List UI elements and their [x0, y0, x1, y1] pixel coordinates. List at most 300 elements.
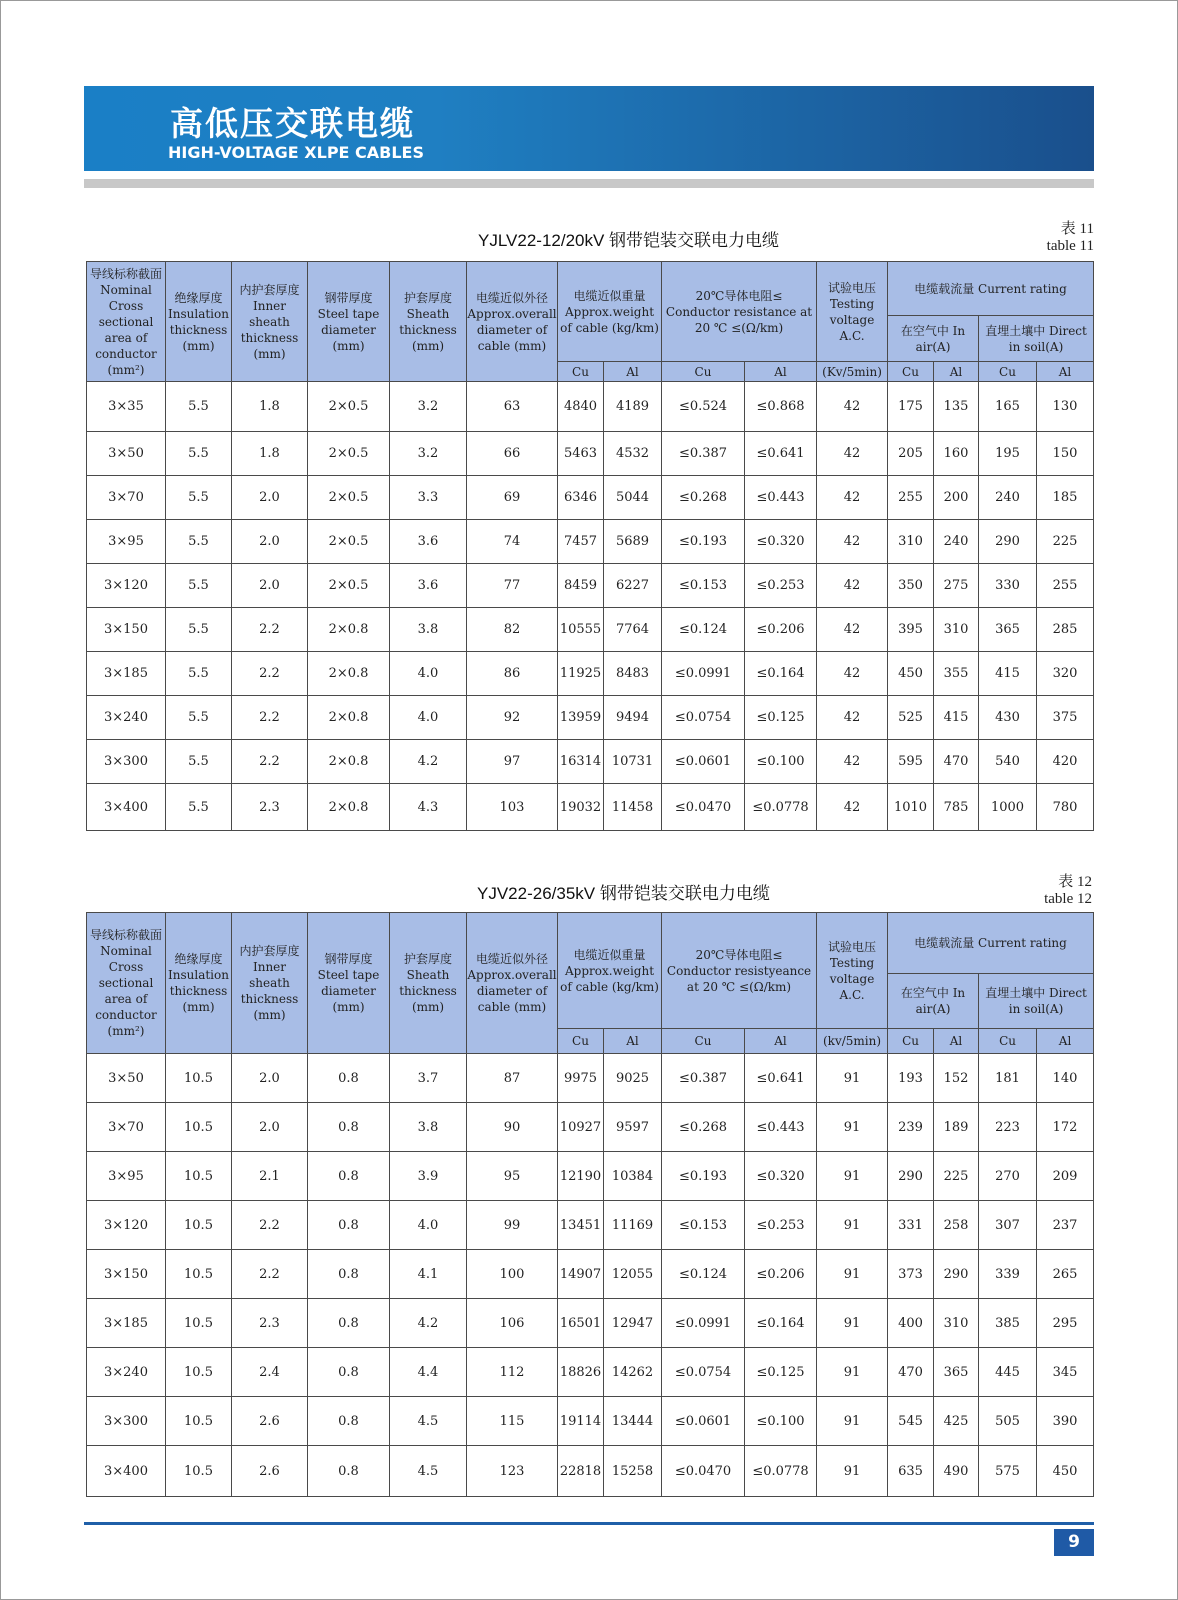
table-row — [87, 1348, 1094, 1397]
table-cell: ≤0.0754 — [662, 1348, 745, 1397]
table-cell: 5.5 — [166, 432, 232, 476]
table-cell: 22818 — [558, 1446, 604, 1497]
table-cell: 2×0.5 — [308, 564, 390, 608]
table-cell: 150 — [1037, 432, 1094, 476]
table-cell: 2.1 — [232, 1152, 308, 1201]
table-cell: 12947 — [604, 1299, 662, 1348]
cable-table-11 — [86, 261, 1094, 831]
table-cell: 97 — [467, 740, 558, 784]
table-cell: ≤0.0991 — [662, 1299, 745, 1348]
table-cell: 2.0 — [232, 520, 308, 564]
table-cell: 172 — [1037, 1103, 1094, 1152]
table-cell: 42 — [817, 432, 888, 476]
table-cell: 10927 — [558, 1103, 604, 1152]
table-cell: 18826 — [558, 1348, 604, 1397]
table-cell: 430 — [979, 696, 1037, 740]
table-cell: 595 — [888, 740, 934, 784]
header-weight-cu: Cu — [558, 1029, 604, 1054]
table-cell: 450 — [1037, 1446, 1094, 1497]
table-cell: ≤0.320 — [745, 520, 817, 564]
table-cell: ≤0.0601 — [662, 1397, 745, 1446]
table-cell: 11925 — [558, 652, 604, 696]
table-cell: ≤0.0991 — [662, 652, 745, 696]
table-row — [87, 784, 1094, 831]
table-cell: 87 — [467, 1054, 558, 1103]
table-cell: ≤0.206 — [745, 1250, 817, 1299]
table-cell: 0.8 — [308, 1152, 390, 1201]
header-cross-section: 导线标称截面 Nominal Cross sectional area of conductor (mm²) — [87, 913, 166, 1054]
table-cell: 350 — [888, 564, 934, 608]
table-cell: 3×120 — [87, 564, 166, 608]
table-cell: 19032 — [558, 784, 604, 831]
table-cell: 3×120 — [87, 1201, 166, 1250]
header-inner-sheath: 内护套厚度 Inner sheath thickness (mm) — [232, 913, 308, 1054]
table-cell: 175 — [888, 382, 934, 432]
table-cell: 42 — [817, 608, 888, 652]
table-cell: 2×0.8 — [308, 608, 390, 652]
table-cell: 330 — [979, 564, 1037, 608]
table-cell: 4532 — [604, 432, 662, 476]
table-cell: 5.5 — [166, 520, 232, 564]
table-cell: 3×150 — [87, 608, 166, 652]
table-row — [87, 1103, 1094, 1152]
table-row — [87, 1446, 1094, 1497]
table-cell: 1.8 — [232, 432, 308, 476]
table-cell: 14907 — [558, 1250, 604, 1299]
table-row — [87, 432, 1094, 476]
table-cell: 12190 — [558, 1152, 604, 1201]
table-cell: 223 — [979, 1103, 1037, 1152]
header-inner-sheath: 内护套厚度 Inner sheath thickness (mm) — [232, 262, 308, 382]
table-cell: 99 — [467, 1201, 558, 1250]
table-11-number-en: table 11 — [1046, 238, 1094, 254]
table-cell: 310 — [934, 608, 979, 652]
table-11-caption: YJLV22-12/20kV 钢带铠装交联电力电缆 — [478, 231, 780, 250]
table-cell: 5044 — [604, 476, 662, 520]
table-cell: 5.5 — [166, 652, 232, 696]
table-cell: 3×300 — [87, 740, 166, 784]
header-air-cu: Cu — [888, 362, 934, 382]
table-cell: 42 — [817, 740, 888, 784]
table-cell: 10.5 — [166, 1103, 232, 1152]
table-cell: 10.5 — [166, 1348, 232, 1397]
table-cell: 0.8 — [308, 1446, 390, 1497]
header-air-al: Al — [934, 362, 979, 382]
table-cell: 2.3 — [232, 1299, 308, 1348]
page-title: 高低压交联电缆 — [170, 104, 415, 143]
table-cell: 339 — [979, 1250, 1037, 1299]
table-cell: 5.5 — [166, 740, 232, 784]
table-cell: 112 — [467, 1348, 558, 1397]
table-cell: 10555 — [558, 608, 604, 652]
table-cell: 780 — [1037, 784, 1094, 831]
table-cell: 42 — [817, 784, 888, 831]
table-cell: 152 — [934, 1054, 979, 1103]
table-cell: ≤0.443 — [745, 1103, 817, 1152]
table-cell: 415 — [979, 652, 1037, 696]
table-cell: 0.8 — [308, 1397, 390, 1446]
header-weight-al: Al — [604, 362, 662, 382]
table-cell: 2.2 — [232, 652, 308, 696]
table-cell: 290 — [888, 1152, 934, 1201]
table-cell: 310 — [888, 520, 934, 564]
table-cell: 10.5 — [166, 1446, 232, 1497]
header-voltage-unit: (Kv/5min) — [817, 362, 888, 382]
table-cell: 10.5 — [166, 1152, 232, 1201]
table-cell: 130 — [1037, 382, 1094, 432]
table-cell: 290 — [979, 520, 1037, 564]
table-cell: 4.1 — [390, 1250, 467, 1299]
table-cell: 4840 — [558, 382, 604, 432]
table-11-number — [994, 221, 1094, 255]
table-cell: 82 — [467, 608, 558, 652]
table-cell: 345 — [1037, 1348, 1094, 1397]
header-voltage: 试验电压 Testing voltage A.C. — [817, 262, 888, 362]
table-cell: 1010 — [888, 784, 934, 831]
table-row — [87, 1152, 1094, 1201]
table-cell: 239 — [888, 1103, 934, 1152]
table-row — [87, 476, 1094, 520]
table-cell: 200 — [934, 476, 979, 520]
table-cell: 373 — [888, 1250, 934, 1299]
table-cell: 9975 — [558, 1054, 604, 1103]
table-cell: ≤0.125 — [745, 696, 817, 740]
table-cell: 2.2 — [232, 1201, 308, 1250]
table-cell: 258 — [934, 1201, 979, 1250]
table-cell: 400 — [888, 1299, 934, 1348]
table-cell: 2×0.5 — [308, 520, 390, 564]
table-cell: ≤0.206 — [745, 608, 817, 652]
table-cell: 2.4 — [232, 1348, 308, 1397]
table-cell: 9025 — [604, 1054, 662, 1103]
table-cell: 3×300 — [87, 1397, 166, 1446]
table-cell: 425 — [934, 1397, 979, 1446]
table-cell: 275 — [934, 564, 979, 608]
table-cell: 3×240 — [87, 1348, 166, 1397]
table-cell: 3.2 — [390, 382, 467, 432]
table-cell: ≤0.268 — [662, 476, 745, 520]
table-cell: 16314 — [558, 740, 604, 784]
table-cell: 225 — [934, 1152, 979, 1201]
table-cell: 5.5 — [166, 696, 232, 740]
table-cell: 91 — [817, 1201, 888, 1250]
table-cell: 390 — [1037, 1397, 1094, 1446]
page-subtitle: HIGH-VOLTAGE XLPE CABLES — [168, 143, 425, 162]
table-cell: 42 — [817, 520, 888, 564]
table-cell: 1000 — [979, 784, 1037, 831]
table-row — [87, 1250, 1094, 1299]
table-cell: 135 — [934, 382, 979, 432]
header-resistance-al: Al — [745, 362, 817, 382]
table-cell: 66 — [467, 432, 558, 476]
table-cell: 3×50 — [87, 1054, 166, 1103]
table-cell: 165 — [979, 382, 1037, 432]
table-cell: ≤0.153 — [662, 1201, 745, 1250]
table-cell: 4.3 — [390, 784, 467, 831]
table-cell: 295 — [1037, 1299, 1094, 1348]
table-cell: ≤0.0601 — [662, 740, 745, 784]
table-cell: 5689 — [604, 520, 662, 564]
table-cell: 2×0.8 — [308, 696, 390, 740]
table-cell: 14262 — [604, 1348, 662, 1397]
table-cell: 420 — [1037, 740, 1094, 784]
table-cell: 445 — [979, 1348, 1037, 1397]
table-cell: ≤0.641 — [745, 1054, 817, 1103]
table-cell: 92 — [467, 696, 558, 740]
table-cell: 0.8 — [308, 1348, 390, 1397]
page-number: 9 — [1054, 1529, 1094, 1556]
table-cell: 123 — [467, 1446, 558, 1497]
table-cell: ≤0.0754 — [662, 696, 745, 740]
header-weight-al: Al — [604, 1029, 662, 1054]
table-cell: 0.8 — [308, 1201, 390, 1250]
table-cell: 0.8 — [308, 1054, 390, 1103]
header-steel-tape: 钢带厚度 Steel tape diameter (mm) — [308, 262, 390, 382]
table-cell: 3.6 — [390, 520, 467, 564]
table-12-number-en: table 12 — [1044, 891, 1092, 907]
table-cell: 240 — [979, 476, 1037, 520]
table-cell: ≤0.387 — [662, 432, 745, 476]
table-cell: ≤0.193 — [662, 1152, 745, 1201]
table-cell: 3.9 — [390, 1152, 467, 1201]
table-cell: ≤0.100 — [745, 1397, 817, 1446]
table-cell: 2.6 — [232, 1397, 308, 1446]
header-soil-cu: Cu — [979, 1029, 1037, 1054]
table-cell: ≤0.124 — [662, 1250, 745, 1299]
header-voltage-unit: (kv/5min) — [817, 1029, 888, 1054]
header-sheath: 护套厚度 Sheath thickness (mm) — [390, 262, 467, 382]
table-cell: 91 — [817, 1446, 888, 1497]
table-cell: 91 — [817, 1348, 888, 1397]
table-cell: 10.5 — [166, 1201, 232, 1250]
table-cell: 10731 — [604, 740, 662, 784]
table-cell: 90 — [467, 1103, 558, 1152]
table-cell: 635 — [888, 1446, 934, 1497]
table-cell: 285 — [1037, 608, 1094, 652]
header-current-rating: 电缆载流量 Current rating — [888, 913, 1094, 974]
table-cell: 2.6 — [232, 1446, 308, 1497]
table-cell: 5.5 — [166, 608, 232, 652]
table-cell: 95 — [467, 1152, 558, 1201]
table-cell: 13959 — [558, 696, 604, 740]
table-cell: 10384 — [604, 1152, 662, 1201]
table-cell: 3.6 — [390, 564, 467, 608]
table-cell: 6346 — [558, 476, 604, 520]
table-cell: 331 — [888, 1201, 934, 1250]
header-resistance-cu: Cu — [662, 362, 745, 382]
table-cell: ≤0.320 — [745, 1152, 817, 1201]
table-cell: 1.8 — [232, 382, 308, 432]
table-cell: 3×150 — [87, 1250, 166, 1299]
table-cell: 9494 — [604, 696, 662, 740]
table-cell: 415 — [934, 696, 979, 740]
table-cell: 3.2 — [390, 432, 467, 476]
table-cell: 3×70 — [87, 476, 166, 520]
table-cell: 3×240 — [87, 696, 166, 740]
table-cell: ≤0.443 — [745, 476, 817, 520]
table-cell: 63 — [467, 382, 558, 432]
header-insulation: 绝缘厚度 Insulation thickness (mm) — [166, 913, 232, 1054]
table-cell: ≤0.193 — [662, 520, 745, 564]
header-insulation: 绝缘厚度 Insulation thickness (mm) — [166, 262, 232, 382]
table-cell: ≤0.0470 — [662, 1446, 745, 1497]
table-cell: ≤0.100 — [745, 740, 817, 784]
table-cell: 575 — [979, 1446, 1037, 1497]
table-cell: 4189 — [604, 382, 662, 432]
header-in-soil: 直埋土壤中 Direct in soil(A) — [979, 316, 1094, 362]
table-cell: 4.0 — [390, 696, 467, 740]
table-cell: 540 — [979, 740, 1037, 784]
table-cell: 91 — [817, 1152, 888, 1201]
table-cell: 13444 — [604, 1397, 662, 1446]
table-cell: 2.2 — [232, 1250, 308, 1299]
table-cell: 2.0 — [232, 476, 308, 520]
table-cell: 2×0.5 — [308, 476, 390, 520]
table-cell: 4.4 — [390, 1348, 467, 1397]
table-cell: 205 — [888, 432, 934, 476]
header-diameter: 电缆近似外径 Approx.overall diameter of cable (mm) — [467, 913, 558, 1054]
table-cell: 255 — [1037, 564, 1094, 608]
table-cell: 470 — [934, 740, 979, 784]
table-cell: ≤0.0470 — [662, 784, 745, 831]
table-cell: 10.5 — [166, 1299, 232, 1348]
table-cell: 225 — [1037, 520, 1094, 564]
table-cell: 237 — [1037, 1201, 1094, 1250]
table-cell: 185 — [1037, 476, 1094, 520]
table-cell: 74 — [467, 520, 558, 564]
table-cell: 365 — [934, 1348, 979, 1397]
table-cell: 3×70 — [87, 1103, 166, 1152]
header-weight: 电缆近似重量 Approx.weight of cable (kg/km) — [558, 262, 662, 362]
table-cell: 3×185 — [87, 652, 166, 696]
header-soil-al: Al — [1037, 1029, 1094, 1054]
table-cell: 2×0.5 — [308, 382, 390, 432]
table-cell: 12055 — [604, 1250, 662, 1299]
table-11-number-cn: 表 11 — [1060, 221, 1094, 237]
header-air-al: Al — [934, 1029, 979, 1054]
table-cell: 11169 — [604, 1201, 662, 1250]
table-row — [87, 564, 1094, 608]
table-cell: 140 — [1037, 1054, 1094, 1103]
table-cell: 189 — [934, 1103, 979, 1152]
table-cell: 10.5 — [166, 1250, 232, 1299]
table-cell: 385 — [979, 1299, 1037, 1348]
table-cell: 91 — [817, 1054, 888, 1103]
table-cell: ≤0.387 — [662, 1054, 745, 1103]
table-cell: 3.8 — [390, 1103, 467, 1152]
table-cell: 525 — [888, 696, 934, 740]
table-cell: 0.8 — [308, 1250, 390, 1299]
table-cell: 77 — [467, 564, 558, 608]
table-cell: 181 — [979, 1054, 1037, 1103]
table-cell: 115 — [467, 1397, 558, 1446]
table-cell: 69 — [467, 476, 558, 520]
table-cell: 8483 — [604, 652, 662, 696]
header-sheath: 护套厚度 Sheath thickness (mm) — [390, 913, 467, 1054]
table-row — [87, 740, 1094, 784]
table-cell: 470 — [888, 1348, 934, 1397]
table-cell: 3×95 — [87, 1152, 166, 1201]
table-cell: ≤0.0778 — [745, 784, 817, 831]
header-weight: 电缆近似重量 Approx.weight of cable (kg/km) — [558, 913, 662, 1029]
header-resistance-al: Al — [745, 1029, 817, 1054]
table-cell: 3.3 — [390, 476, 467, 520]
header-soil-cu: Cu — [979, 362, 1037, 382]
table-cell: 8459 — [558, 564, 604, 608]
table-cell: 3×400 — [87, 784, 166, 831]
table-cell: ≤0.164 — [745, 652, 817, 696]
table-cell: 2.2 — [232, 696, 308, 740]
table-cell: 365 — [979, 608, 1037, 652]
table-cell: 4.0 — [390, 1201, 467, 1250]
table-cell: 0.8 — [308, 1103, 390, 1152]
table-cell: 13451 — [558, 1201, 604, 1250]
table-cell: 4.2 — [390, 1299, 467, 1348]
table-cell: 91 — [817, 1250, 888, 1299]
table-cell: 3×50 — [87, 432, 166, 476]
table-cell: 2.0 — [232, 564, 308, 608]
table-cell: 4.0 — [390, 652, 467, 696]
table-cell: 5.5 — [166, 382, 232, 432]
table-cell: 5.5 — [166, 784, 232, 831]
header-in-air: 在空气中 In air(A) — [888, 974, 979, 1029]
table-cell: 42 — [817, 652, 888, 696]
table-cell: 91 — [817, 1103, 888, 1152]
table-cell: 450 — [888, 652, 934, 696]
table-cell: 395 — [888, 608, 934, 652]
table-cell: 103 — [467, 784, 558, 831]
header-diameter: 电缆近似外径 Approx.overall diameter of cable (mm) — [467, 262, 558, 382]
header-divider — [84, 179, 1094, 188]
table-cell: 320 — [1037, 652, 1094, 696]
table-cell: 5.5 — [166, 564, 232, 608]
table-cell: 16501 — [558, 1299, 604, 1348]
table-cell: 86 — [467, 652, 558, 696]
table-row — [87, 520, 1094, 564]
table-cell: 2.2 — [232, 740, 308, 784]
table-row — [87, 608, 1094, 652]
table-cell: 545 — [888, 1397, 934, 1446]
table-cell: 5463 — [558, 432, 604, 476]
table-cell: 2×0.8 — [308, 784, 390, 831]
table-cell: 3×185 — [87, 1299, 166, 1348]
header-in-soil: 直埋土壤中 Direct in soil(A) — [979, 974, 1094, 1029]
table-cell: 265 — [1037, 1250, 1094, 1299]
table-cell: 2.3 — [232, 784, 308, 831]
table-row — [87, 382, 1094, 432]
table-cell: 7764 — [604, 608, 662, 652]
cable-table-12 — [86, 912, 1094, 1497]
table-cell: ≤0.253 — [745, 1201, 817, 1250]
table-cell: 255 — [888, 476, 934, 520]
table-row — [87, 1201, 1094, 1250]
table-row — [87, 652, 1094, 696]
header-current-rating: 电缆载流量 Current rating — [888, 262, 1094, 316]
table-cell: 375 — [1037, 696, 1094, 740]
header-resistance: 20℃导体电阻≤ Conductor resistyeance at 20 ℃ ≤(Ω/km) — [662, 913, 817, 1029]
footer-line — [84, 1522, 1094, 1525]
header-resistance-cu: Cu — [662, 1029, 745, 1054]
header-steel-tape: 钢带厚度 Steel tape diameter (mm) — [308, 913, 390, 1054]
table-cell: 10.5 — [166, 1397, 232, 1446]
table-cell: 4.5 — [390, 1446, 467, 1497]
table-cell: 5.5 — [166, 476, 232, 520]
header-voltage: 试验电压 Testing voltage A.C. — [817, 913, 888, 1029]
table-cell: 0.8 — [308, 1299, 390, 1348]
header-banner — [84, 86, 1094, 171]
table-cell: ≤0.641 — [745, 432, 817, 476]
table-cell: 505 — [979, 1397, 1037, 1446]
